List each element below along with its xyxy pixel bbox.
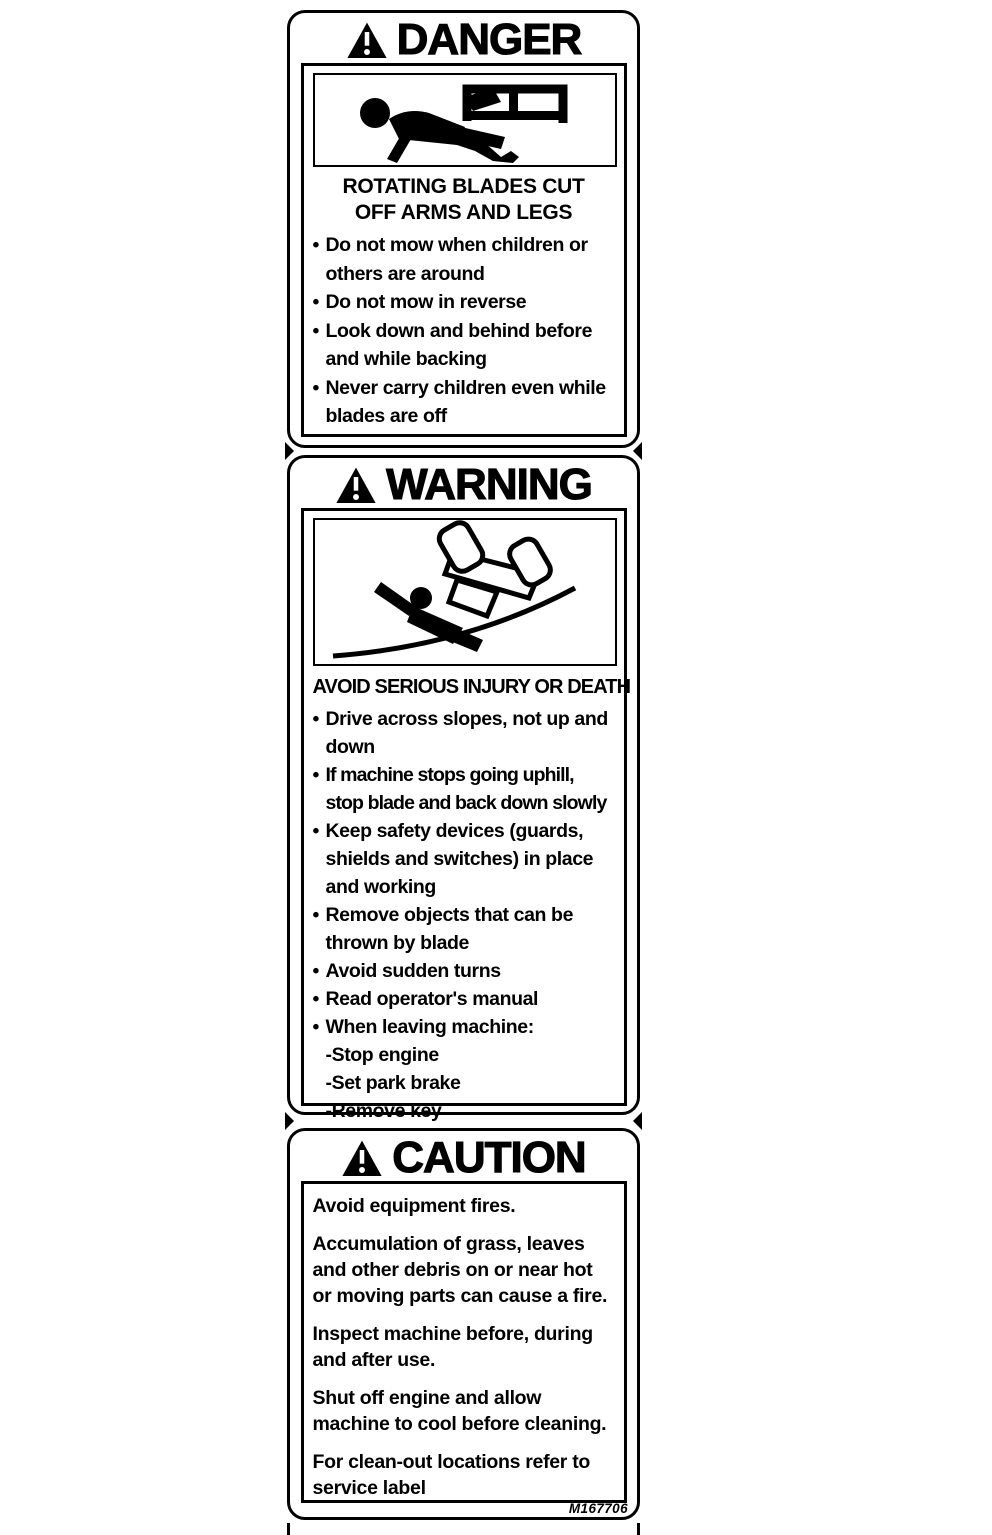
danger-title bbox=[313, 174, 615, 226]
next-label-cutoff-edge bbox=[287, 1523, 640, 1535]
warning-sub-item: -Stop engine bbox=[325, 1044, 439, 1066]
danger-bullet: • Never carry children even while blades are off bbox=[313, 374, 615, 431]
caution-paragraph: Inspect machine before, during and after use. bbox=[312, 1323, 593, 1371]
caution-content-box bbox=[301, 1181, 627, 1503]
riding-mower-tipping-on-slope-pictogram bbox=[313, 518, 617, 666]
warning-triangle-icon bbox=[346, 21, 388, 59]
danger-panel bbox=[287, 10, 640, 448]
caution-header-text: CAUTION bbox=[392, 1132, 586, 1182]
warning-bullet-list bbox=[313, 705, 615, 1125]
warning-triangle-icon bbox=[335, 466, 377, 504]
warning-bullet: • Avoid sudden turns bbox=[313, 957, 615, 985]
warning-bullet: • Drive across slopes, not up and down bbox=[313, 705, 615, 761]
danger-bullet: • Do not mow in reverse bbox=[313, 288, 615, 317]
label-junction-mark bbox=[633, 1112, 642, 1130]
warning-header bbox=[290, 458, 637, 509]
danger-bullet: • Do not mow when children or others are around bbox=[313, 231, 615, 288]
warning-panel bbox=[287, 455, 640, 1122]
mower-backing-over-crawling-child-pictogram bbox=[313, 73, 617, 167]
warning-header-text: WARNING bbox=[386, 459, 592, 509]
warning-bullet: • If machine stops going uphill, stop blade and back down slowly bbox=[313, 761, 615, 817]
danger-title-line1: ROTATING BLADES CUT bbox=[342, 175, 585, 198]
danger-title-line2: OFF ARMS AND LEGS bbox=[354, 201, 573, 224]
warning-triangle-icon bbox=[341, 1139, 383, 1177]
warning-bullet: • When leaving machine: bbox=[313, 1013, 615, 1041]
warning-content-box bbox=[301, 508, 631, 1122]
label-junction-mark bbox=[285, 1112, 294, 1130]
warning-sub-item: -Remove key bbox=[325, 1100, 442, 1122]
danger-header-text: DANGER bbox=[396, 14, 582, 64]
caution-paragraph: Shut off engine and allow machine to cool before cleaning. bbox=[312, 1387, 607, 1435]
safety-label-column bbox=[287, 10, 640, 1535]
caution-paragraph: For clean-out locations refer to service label bbox=[312, 1451, 591, 1499]
warning-bullet: • Read operator's manual bbox=[313, 985, 615, 1013]
caution-header bbox=[290, 1131, 637, 1182]
danger-content-box bbox=[301, 63, 627, 437]
caution-panel bbox=[287, 1128, 640, 1520]
danger-header bbox=[290, 13, 637, 64]
warning-sub-item: -Set park brake bbox=[325, 1072, 461, 1094]
label-part-number: M167706 bbox=[568, 1501, 628, 1516]
danger-bullet-list bbox=[313, 231, 615, 431]
caution-paragraph: Avoid equipment fires. bbox=[312, 1195, 516, 1217]
warning-bullet: • Keep safety devices (guards, shields and switches) in place and working bbox=[313, 817, 615, 901]
danger-bullet: • Look down and behind before and while backing bbox=[313, 317, 615, 374]
warning-title: AVOID SERIOUS INJURY OR DEATH bbox=[312, 676, 631, 698]
warning-bullet: • Remove objects that can be thrown by blade bbox=[313, 901, 615, 957]
caution-paragraph: Accumulation of grass, leaves and other debris on or near hot or moving parts can cause a fire. bbox=[312, 1233, 608, 1307]
